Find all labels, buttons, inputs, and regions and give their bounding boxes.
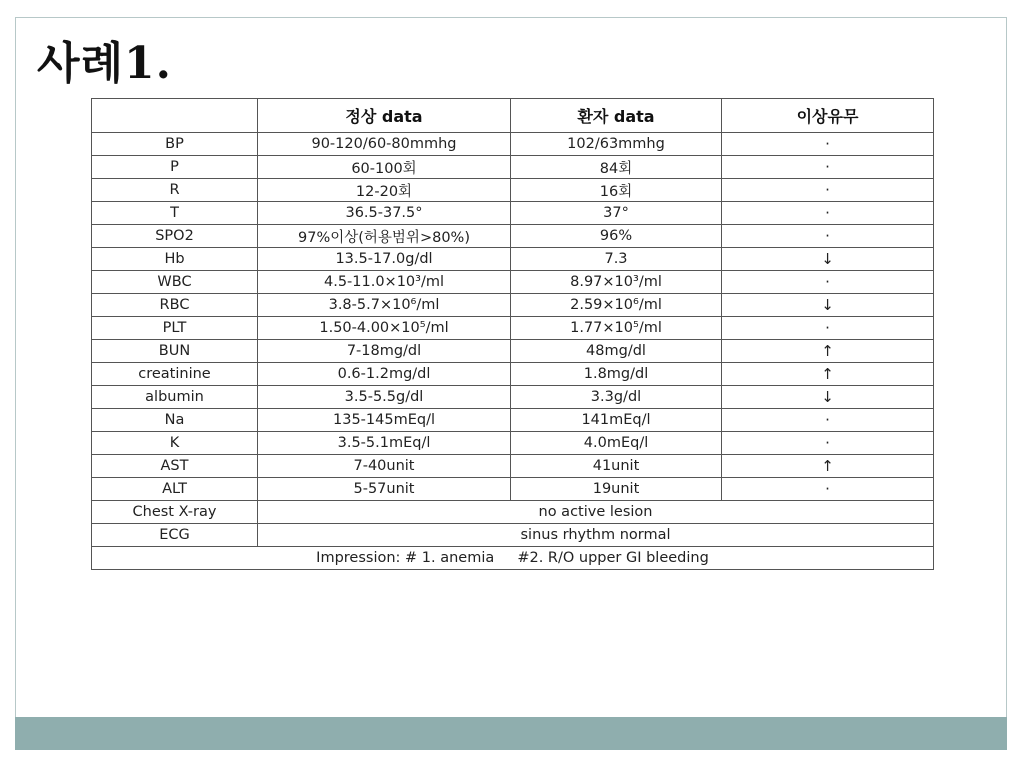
row-label: K	[92, 432, 258, 455]
table-row	[92, 294, 934, 317]
table-row	[92, 432, 934, 455]
impression-row	[92, 547, 934, 570]
row-normal: 4.5-11.0×10³/ml	[258, 271, 511, 294]
row-flag: ↑	[722, 363, 934, 386]
table-row	[92, 271, 934, 294]
table-row	[92, 340, 934, 363]
row-label: AST	[92, 455, 258, 478]
row-patient: 37°	[511, 202, 722, 225]
chest-xray-label: Chest X-ray	[92, 501, 258, 524]
row-flag: ·	[722, 179, 934, 202]
row-label: P	[92, 156, 258, 179]
impression-text: Impression: # 1. anemia #2. R/O upper GI bleeding	[92, 547, 934, 570]
row-normal: 7-18mg/dl	[258, 340, 511, 363]
row-label: BUN	[92, 340, 258, 363]
row-label: ALT	[92, 478, 258, 501]
row-flag: ·	[722, 156, 934, 179]
ecg-label: ECG	[92, 524, 258, 547]
row-normal: 0.6-1.2mg/dl	[258, 363, 511, 386]
table-row	[92, 156, 934, 179]
row-normal: 5-57unit	[258, 478, 511, 501]
row-label: albumin	[92, 386, 258, 409]
row-flag: ·	[722, 271, 934, 294]
row-normal: 1.50-4.00×10⁵/ml	[258, 317, 511, 340]
row-normal: 60-100회	[258, 156, 511, 179]
slide-title: 사례1.	[37, 38, 172, 89]
row-flag: ↓	[722, 294, 934, 317]
row-flag: ↑	[722, 455, 934, 478]
row-label: Na	[92, 409, 258, 432]
row-flag: ·	[722, 317, 934, 340]
row-patient: 102/63mmhg	[511, 133, 722, 156]
row-flag: ·	[722, 133, 934, 156]
header-label	[92, 99, 258, 133]
row-label: creatinine	[92, 363, 258, 386]
footer-bar	[15, 717, 1007, 750]
row-patient: 48mg/dl	[511, 340, 722, 363]
row-flag: ·	[722, 432, 934, 455]
row-flag: ↓	[722, 386, 934, 409]
row-label: SPO2	[92, 225, 258, 248]
table-row	[92, 386, 934, 409]
table-row	[92, 478, 934, 501]
header-patient: 환자 data	[511, 99, 722, 133]
row-normal: 13.5-17.0g/dl	[258, 248, 511, 271]
row-normal: 97%이상(허용범위>80%)	[258, 225, 511, 248]
row-patient: 16회	[511, 179, 722, 202]
row-label: R	[92, 179, 258, 202]
row-label: T	[92, 202, 258, 225]
header-normal: 정상 data	[258, 99, 511, 133]
table-row	[92, 409, 934, 432]
row-patient: 84회	[511, 156, 722, 179]
row-normal: 7-40unit	[258, 455, 511, 478]
row-normal: 36.5-37.5°	[258, 202, 511, 225]
row-patient: 96%	[511, 225, 722, 248]
table-row	[92, 202, 934, 225]
header-flag: 이상유무	[722, 99, 934, 133]
chest-xray-value: no active lesion	[258, 501, 934, 524]
chest-xray-row	[92, 501, 934, 524]
row-flag: ·	[722, 478, 934, 501]
table-row	[92, 225, 934, 248]
row-flag: ·	[722, 225, 934, 248]
row-normal: 12-20회	[258, 179, 511, 202]
row-patient: 141mEq/l	[511, 409, 722, 432]
ecg-value: sinus rhythm normal	[258, 524, 934, 547]
row-flag: ·	[722, 409, 934, 432]
row-patient: 1.8mg/dl	[511, 363, 722, 386]
row-patient: 19unit	[511, 478, 722, 501]
table-row	[92, 363, 934, 386]
row-patient: 1.77×10⁵/ml	[511, 317, 722, 340]
table-row	[92, 455, 934, 478]
row-normal: 3.5-5.1mEq/l	[258, 432, 511, 455]
row-patient: 41unit	[511, 455, 722, 478]
row-patient: 3.3g/dl	[511, 386, 722, 409]
row-normal: 135-145mEq/l	[258, 409, 511, 432]
header-row	[92, 99, 934, 133]
row-normal: 90-120/60-80mmhg	[258, 133, 511, 156]
lab-results-table	[91, 98, 934, 570]
table-row	[92, 133, 934, 156]
row-normal: 3.8-5.7×10⁶/ml	[258, 294, 511, 317]
row-patient: 4.0mEq/l	[511, 432, 722, 455]
row-label: WBC	[92, 271, 258, 294]
row-label: RBC	[92, 294, 258, 317]
table-row	[92, 179, 934, 202]
row-normal: 3.5-5.5g/dl	[258, 386, 511, 409]
table-row	[92, 317, 934, 340]
row-flag: ↓	[722, 248, 934, 271]
table-row	[92, 248, 934, 271]
row-patient: 7.3	[511, 248, 722, 271]
row-label: BP	[92, 133, 258, 156]
row-patient: 2.59×10⁶/ml	[511, 294, 722, 317]
row-patient: 8.97×10³/ml	[511, 271, 722, 294]
row-label: Hb	[92, 248, 258, 271]
row-label: PLT	[92, 317, 258, 340]
row-flag: ↑	[722, 340, 934, 363]
ecg-row	[92, 524, 934, 547]
row-flag: ·	[722, 202, 934, 225]
